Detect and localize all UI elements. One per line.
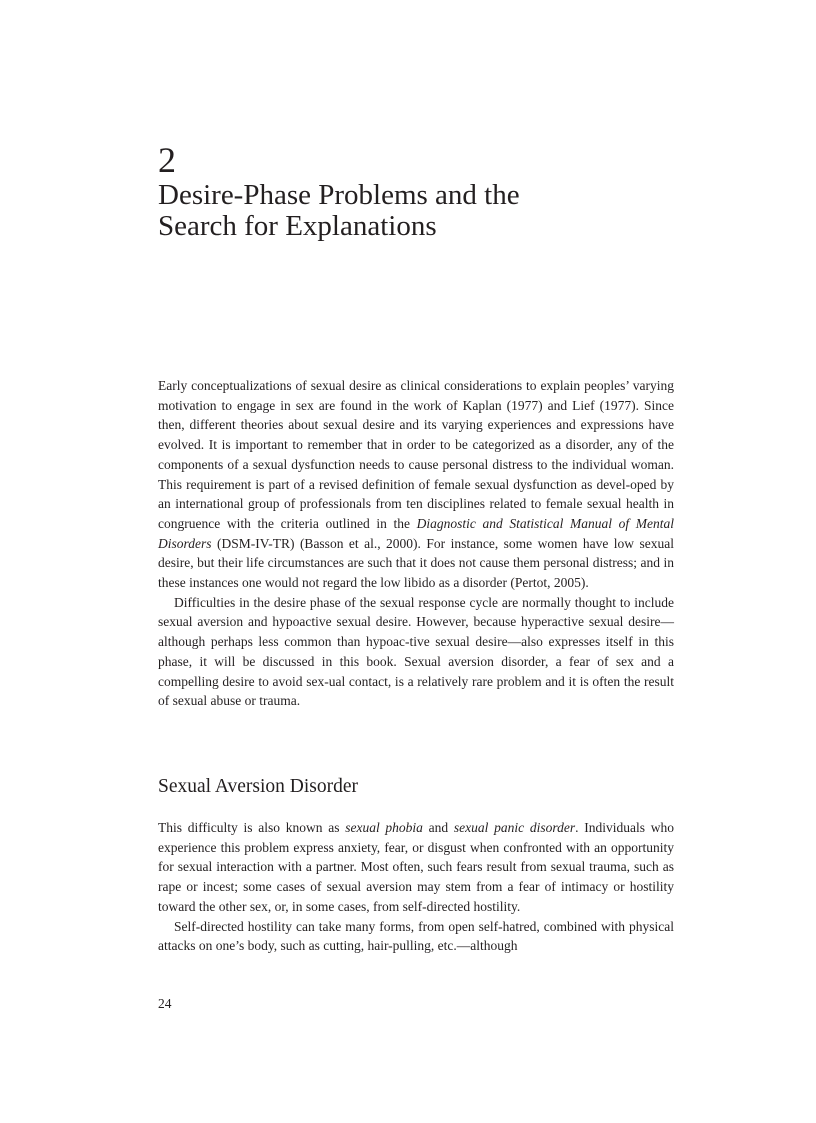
chapter-title xyxy=(158,180,674,242)
chapter-number: 2 xyxy=(158,140,176,180)
section-paragraph-1: This difficulty is also known as sexual phobia and sexual panic disorder. Individuals who experience this problem express anxiety, fear, or disgust when confronted with an opportunity for sexual interaction with a partner. Most often, such fears result from sexual trauma, such as rape or incest; some cases of sexual aversion may stem from a fear of intimacy or hostility toward the other sex, or, in some cases, from self-directed hostility. xyxy=(158,820,674,914)
chapter-header xyxy=(158,140,674,242)
section-heading: Sexual Aversion Disorder xyxy=(158,776,359,797)
intro-text xyxy=(158,376,674,711)
intro-paragraph-2: Difficulties in the desire phase of the sexual response cycle are normally thought to include sexual aversion and hypoactive sexual desire. However, because hyperactive sexual desire—although perhaps less common than hypoac-tive sexual desire—also expresses itself in this phase, it will be discussed in this book. Sexual aversion disorder, a fear of sex and a compelling desire to avoid sex-ual contact, is a relatively rare problem and it is often the result of sexual abuse or trauma. xyxy=(158,594,674,709)
section-text xyxy=(158,818,674,956)
chapter-title-line-2: Search for Explanations xyxy=(158,210,437,242)
page-number: 24 xyxy=(158,996,172,1011)
section-paragraph-2: Self-directed hostility can take many forms, from open self-hatred, combined with physical attacks on one’s body, such as cutting, hair-pulling, etc.—although xyxy=(158,918,674,954)
chapter-title-line-1: Desire-Phase Problems and the xyxy=(158,179,520,211)
intro-paragraph-1: Early conceptualizations of sexual desire as clinical considerations to explain peoples’ varying motivation to engage in sex are found in the work of Kaplan (1977) and Lief (1977). Since then, different theories about sexual desire and its varying experiences and expressions have evolved. It is important to remember that in order to be categorized as a disorder, any of the components of a sexual dysfunction needs to cause personal distress to the individual woman. This requirement is part of a revised definition of female sexual dysfunction as devel-oped by an international group of professionals from ten disciplines related to female sexual health in congruence with the criteria outlined in the Diagnostic and Statistical Manual of Mental Disorders (DSM-IV-TR) (Basson et al., 2000). For instance, some women have low sexual desire, but their life circumstances are such that it does not cause them personal distress; and in these instances one would not regard the low libido as a disorder (Pertot, 2005). xyxy=(158,378,674,591)
